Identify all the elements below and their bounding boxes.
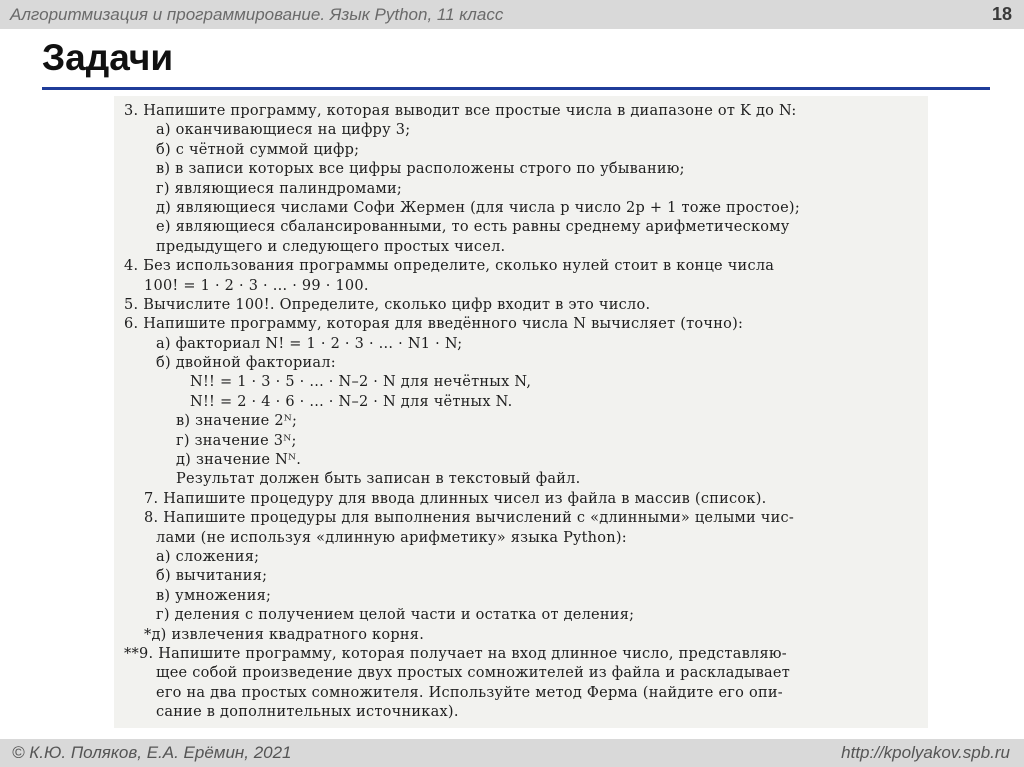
- task-line: а) оканчивающиеся на цифру 3;: [156, 122, 411, 139]
- footer-bar: [0, 739, 1024, 767]
- author-website: http://kpolyakov.spb.ru: [841, 743, 1010, 762]
- slide-number: 18: [991, 4, 1012, 24]
- task-line: а) факториал N! = 1 · 2 · 3 · ... · N1 · N;: [156, 335, 463, 352]
- task-line: щее собой произведение двух простых сомножителей из файла и раскладывает: [156, 665, 791, 682]
- task-formula: N!! = 2 · 4 · 6 · ... · N–2 · N для чётных N.: [190, 393, 513, 410]
- task-5-heading: 5. Вычислите 100!. Определите, сколько цифр входит в это число.: [124, 296, 651, 313]
- task-line: его на два простых сомножителя. Используйте метод Ферма (найдите его опи-: [156, 684, 783, 701]
- task-line: предыдущего и следующего простых чисел.: [156, 238, 506, 255]
- task-line: г) деления с получением целой части и остатка от деления;: [156, 607, 635, 624]
- task-line: д) являющиеся числами Софи Жермен (для числа p число 2p + 1 тоже простое);: [156, 199, 800, 216]
- task-4-heading: 4. Без использования программы определите, сколько нулей стоит в конце числа: [124, 258, 775, 275]
- slide-title: Задачи: [42, 37, 174, 78]
- task-line: лами (не используя «длинную арифметику» языка Python):: [156, 529, 627, 546]
- task-line: б) двойной факториал:: [156, 355, 336, 372]
- title-underline: [42, 87, 990, 90]
- task-6-heading: 6. Напишите программу, которая для введённого числа N вычисляет (точно):: [124, 316, 744, 333]
- task-line: в) значение 2ᴺ;: [176, 413, 298, 430]
- scan-text: [124, 102, 914, 723]
- task-line: в) в записи которых все цифры расположены строго по убыванию;: [156, 161, 685, 178]
- task-9-heading: **9. Напишите программу, которая получает на вход длинное число, представляю-: [124, 645, 787, 662]
- task-line: *д) извлечения квадратного корня.: [144, 626, 425, 643]
- copyright-authors: © К.Ю. Поляков, Е.А. Ерёмин, 2021: [12, 743, 292, 762]
- task-line: б) с чётной суммой цифр;: [156, 141, 360, 158]
- task-line: б) вычитания;: [156, 568, 268, 585]
- task-line: г) значение 3ᴺ;: [176, 432, 297, 449]
- course-title: Алгоритмизация и программирование. Язык Python, 11 класс: [10, 5, 504, 24]
- task-7-heading: 7. Напишите процедуру для ввода длинных чисел из файла в массив (список).: [144, 490, 767, 507]
- textbook-scan: [114, 96, 928, 728]
- task-formula: N!! = 1 · 3 · 5 · ... · N–2 · N для нечётных N,: [190, 374, 532, 391]
- task-line: в) умножения;: [156, 587, 272, 604]
- task-line: г) являющиеся палиндромами;: [156, 180, 403, 197]
- task-line: а) сложения;: [156, 548, 260, 565]
- task-line: е) являющиеся сбалансированными, то есть равны среднему арифметическому: [156, 219, 790, 236]
- task-3-heading: 3. Напишите программу, которая выводит все простые числа в диапазоне от K до N:: [124, 103, 797, 119]
- task-line: 100! = 1 · 2 · 3 · ... · 99 · 100.: [144, 277, 369, 294]
- task-line: Результат должен быть записан в текстовый файл.: [176, 471, 581, 488]
- task-8-heading: 8. Напишите процедуры для выполнения вычислений с «длинными» целыми чис-: [144, 510, 795, 527]
- header-bar: [0, 0, 1024, 29]
- task-line: сание в дополнительных источниках).: [156, 704, 459, 721]
- task-line: д) значение Nᴺ.: [176, 452, 302, 469]
